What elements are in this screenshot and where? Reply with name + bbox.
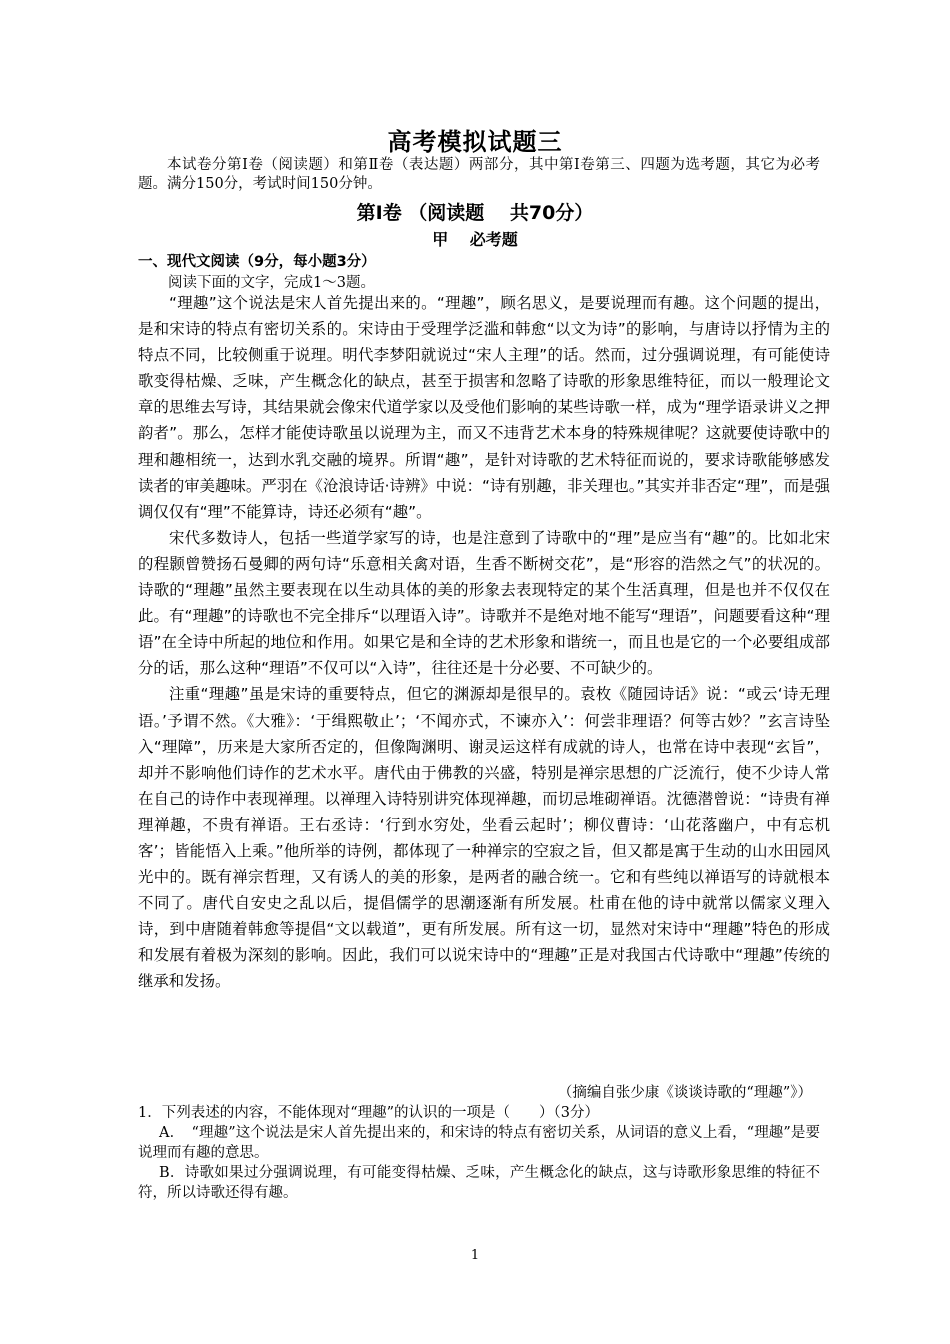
passage-source: （摘编自张少康《谈谈诗歌的“理趣”》） <box>557 1085 812 1101</box>
exam-title: 高考模拟试题三 <box>387 128 563 156</box>
passage-paragraph: 注重“理趣”虽是宋诗的重要特点，但它的渊源却是很早的。袁枚《随园诗话》说：“或云‘诗无理语。’予谓不然。《大雅》：‘于缉熙敬止’；‘不闻亦式，不谏亦入’：何尝非理语？何等古妙？”玄言诗坠入“理障”，历来是大家所否定的，但像陶渊明、谢灵运这样有成就的诗人，也常在诗中表现“玄旨”，却并不影响他们诗作的艺术水平。唐代由于佛教的兴盛，特别是禅宗思想的广泛流行，使不少诗人常在自己的诗作中表现禅理。以禅理入诗特别讲究体现禅趣，而切忌堆砌禅语。沈德潜曾说：“诗贵有禅理禅趣，不贵有禅语。王右丞诗：‘行到水穷处，坐看云起时’；柳仪曹诗：‘山花落幽户，中有忘机客’；皆能悟入上乘。”他所举的诗例，都体现了一种禅宗的空寂之旨，但又都是寓于生动的山水田园风光中的。既有禅宗哲理，又有诱人的美的形象，是两者的融合统一。它和有些纯以禅语写的诗就根本不同了。唐代自安史之乱以后，提倡儒学的思潮逐渐有所发展。杜甫在他的诗中就常以儒家义理入诗，到中唐随着韩愈等提倡“文以载道”，更有所发展。所有这一切，显然对宋诗中“理趣”特色的形成和发展有着极为深刻的影响。因此，我们可以说宋诗中的“理趣”正是对我国古代诗歌中“理趣”传统的继承和发扬。 <box>138 685 830 991</box>
sub-heading: 甲 必考题 <box>432 230 518 249</box>
reading-instruction: 阅读下面的文字，完成1～3题。 <box>168 275 375 291</box>
question-option-b: B．诗歌如果过分强调说理，有可能变得枯燥、乏味，产生概念化的缺点，这与诗歌形象思维的特征不符，所以诗歌还得有趣。 <box>138 1165 820 1201</box>
exam-intro: 本试卷分第Ⅰ卷（阅读题）和第Ⅱ卷（表达题）两部分，其中第Ⅰ卷第三、四题为选考题，其它为必考题。满分150分，考试时间150分钟。 <box>138 157 820 192</box>
question-stem: 1．下列表述的内容，不能体现对“理趣”的认识的一项是（ ）（3分） <box>138 1105 600 1121</box>
volume-heading: 第Ⅰ卷 （阅读题 共70分） <box>356 202 594 224</box>
reading-passage <box>138 290 830 995</box>
passage-paragraph: “理趣”这个说法是宋人首先提出来的。“理趣”，顾名思义，是要说理而有趣。这个问题的提出，是和宋诗的特点有密切关系的。宋诗由于受理学泛滥和韩愈“以文为诗”的影响，与唐诗以抒情为主的特点不同，比较侧重于说理。明代李梦阳就说过“宋人主理”的话。然而，过分强调说理，有可能使诗歌变得枯燥、乏味，产生概念化的缺点，甚至于损害和忽略了诗歌的形象思维特征，而以一般理论文章的思维去写诗，其结果就会像宋代道学家以及受他们影响的某些诗歌一样，成为“理学语录讲义之押韵者”。那么，怎样才能使诗歌虽以说理为主，而又不违背艺术本身的特殊规律呢？这就要使诗歌中的理和趣相统一，达到水乳交融的境界。所谓“趣”，是针对诗歌的艺术特征而说的，要求诗歌能够感发读者的审美趣味。严羽在《沧浪诗话·诗辨》中说：“诗有别趣，非关理也。”其实并非否定“理”，而是强调仅仅有“理”不能算诗，诗还必须有“趣”。 <box>138 294 830 521</box>
section-heading: 一、现代文阅读（9分，每小题3分） <box>138 254 376 270</box>
question-option-a: A． “理趣”这个说法是宋人首先提出来的，和宋诗的特点有密切关系，从词语的意义上看，“理趣”是要说理而有趣的意思。 <box>138 1125 820 1161</box>
page-number: 1 <box>470 1248 480 1263</box>
question-1 <box>138 1103 820 1203</box>
passage-paragraph: 宋代多数诗人，包括一些道学家写的诗，也是注意到了诗歌中的“理”是应当有“趣”的。比如北宋的程颢曾赞扬石曼卿的两句诗“乐意相关禽对语，生香不断树交花”，是“形容的浩然之气”的状况的。诗歌的“理趣”虽然主要表现在以生动具体的美的形象去表现特定的某个生活真理，但是也并不仅仅在此。有“理趣”的诗歌也不完全排斥“以理语入诗”。诗歌并不是绝对地不能写“理语”，问题要看这种“理语”在全诗中所起的地位和作用。如果它是和全诗的艺术形象和谐统一，而且也是它的一个必要组成部分的话，那么这种“理语”不仅可以“入诗”，往往还是十分必要、不可缺少的。 <box>138 528 830 678</box>
